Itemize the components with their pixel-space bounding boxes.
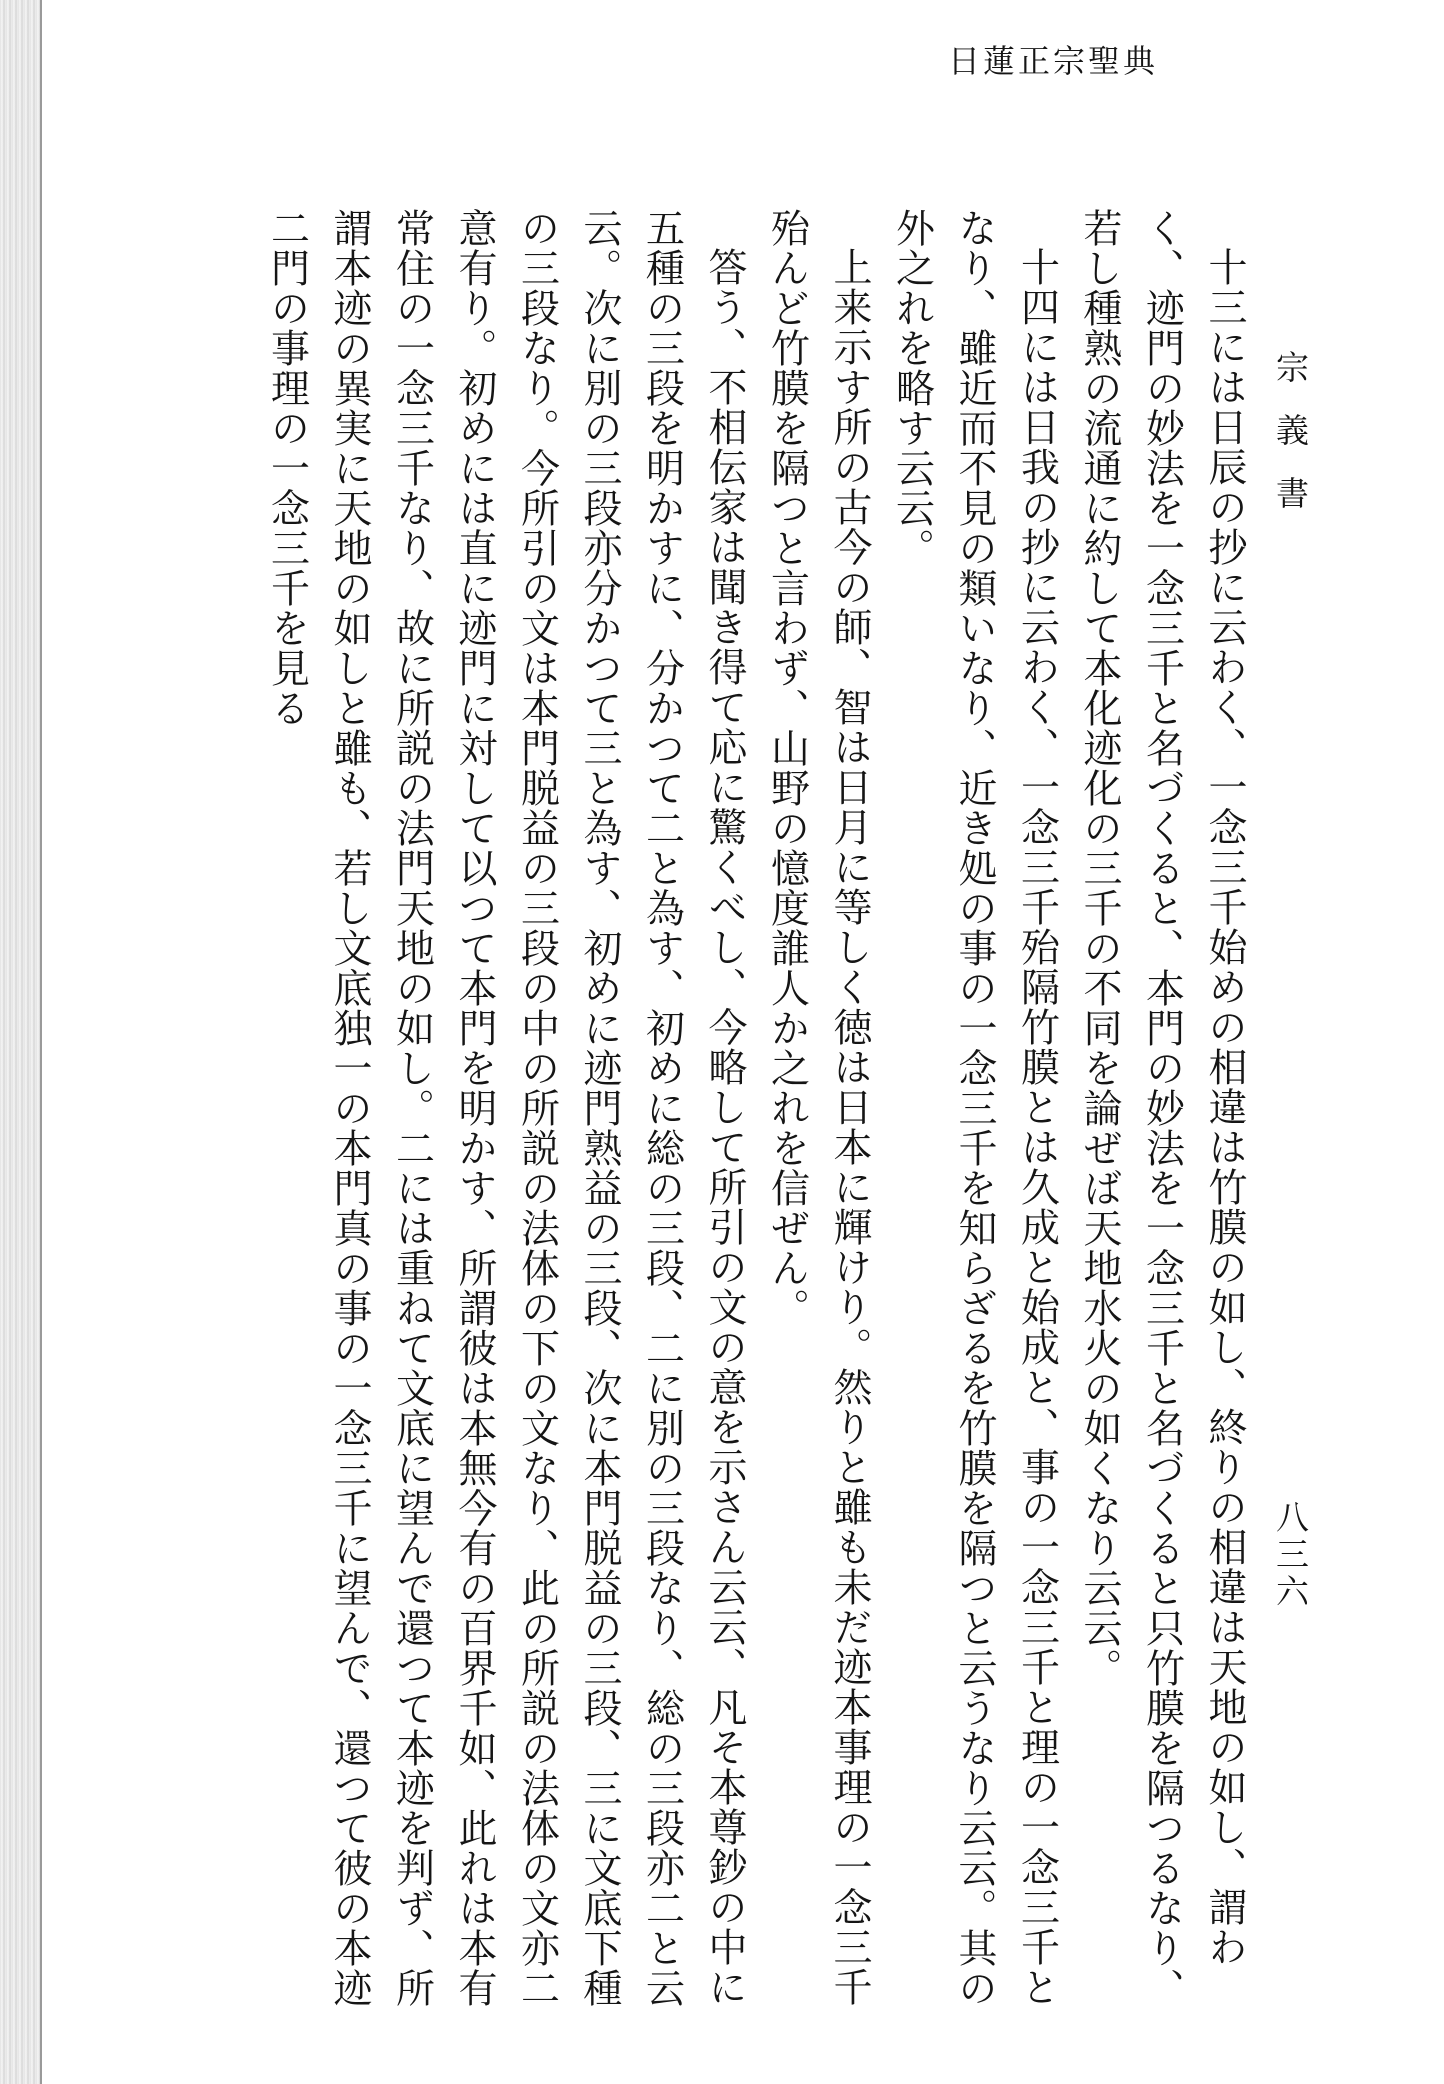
gutter-edge (40, 0, 42, 2084)
running-head: 宗義書 (1271, 350, 1310, 539)
page-number: 八三六 (1271, 1500, 1310, 1611)
paragraph: 十三には日辰の抄に云わく、一念三千始めの相違は竹膜の如し、終りの相違は天地の如し、謂わく、迹門の妙法を一念三千と名づくると、本門の妙法を一念三千と名づくると只竹膜を隔つるなり、若し種熟の流通に約して本化迹化の三千の不同を論ぜば天地水火の如くなり云云。 (1077, 208, 1247, 2008)
book-gutter (0, 0, 42, 2084)
book-title: 日蓮正宗聖典 (948, 42, 1159, 80)
paragraph: 十四には日我の抄に云わく、一念三千殆隔竹膜とは久成と始成と、事の一念三千と理の一念三千となり、雖近而不見の類いなり、近き処の事の一念三千を知らざるを竹膜を隔つと云うなり云云。其の外之れを略す云云。 (889, 208, 1060, 2008)
paragraph: 上来示す所の古今の師、智は日月に等しく徳は日本に輝けり。然りと雖も未だ迹本事理の一念三千殆んど竹膜を隔つと言わず、山野の憶度誰人か之れを信ぜん。 (764, 208, 872, 2007)
page-body (130, 208, 1255, 2008)
paragraph: 答う、不相伝家は聞き得て応に驚くべし、今略して所引の文の意を示さん云云、凡そ本尊鈔の中に五種の三段を明かすに、分かつて二と為す、初めに総の三段、二に別の三段なり、総の三段亦二と云云。次に別の三段亦分かつて三と為す、初めに迹門熟益の三段、次に本門脱益の三段、三に文底下種の三段なり。今所引の文は本門脱益の三段の中の所説の法体の下の文なり、此の所説の法体の文亦二意有り。初めには直に迹門に対して以つて本門を明かす、所謂彼は本無今有の百界千如、此れは本有常住の一念三千なり、故に所説の法門天地の如し。二には重ねて文底に望んで還つて本迹を判ず、所謂本迹の異実に天地の如しと雖も、若し文底独一の本門真の事の一念三千に望んで、還つて彼の本迹二門の事理の一念三千を見る (264, 208, 747, 2008)
